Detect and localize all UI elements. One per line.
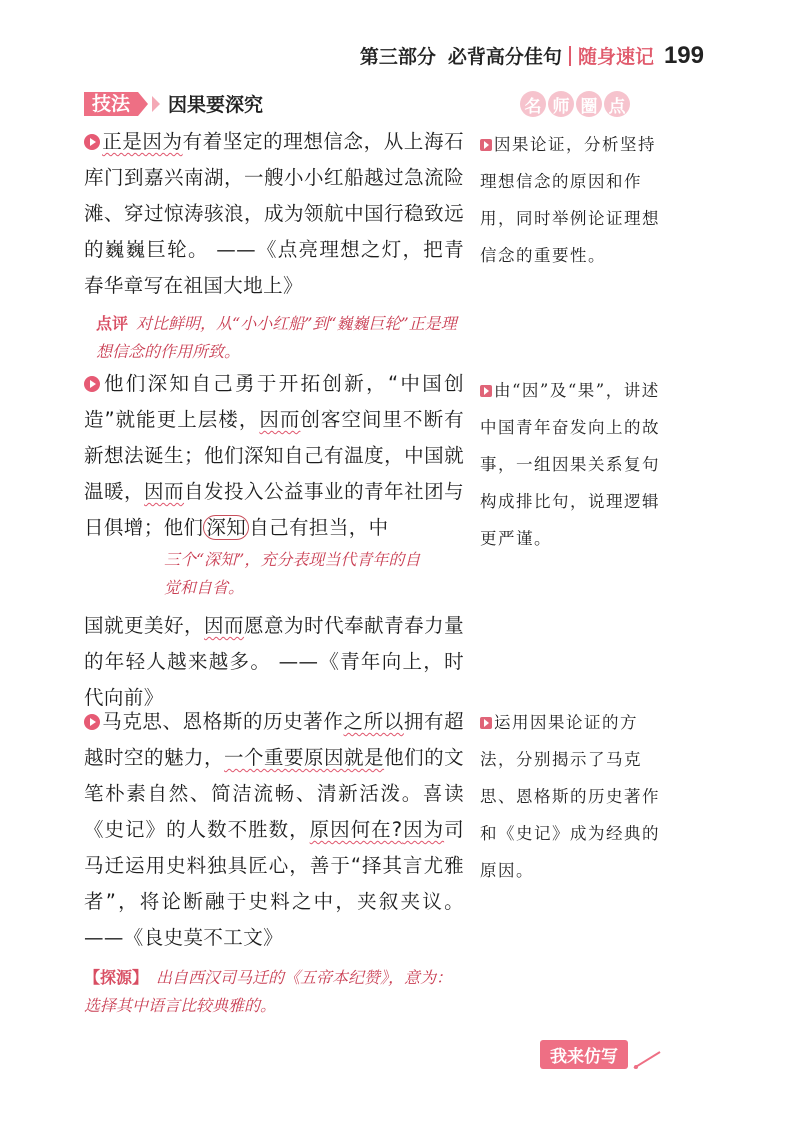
keyword: 因而 — [204, 614, 245, 637]
side-note-text — [480, 704, 668, 889]
header-tag: 随身速记 — [577, 46, 654, 68]
pencil-icon — [632, 1050, 662, 1070]
side-note-2 — [480, 372, 668, 557]
arrow-icon — [480, 385, 492, 397]
page-header — [360, 42, 704, 70]
side-note-1 — [480, 126, 668, 274]
keyword: 因而 — [144, 480, 185, 503]
text-span: 他们深知自己勇于开拓创新，“中国创造”就能更上层楼， — [84, 372, 464, 431]
side-note-content: 由“因”及“果”，讲述中国青年奋发向上的故事，一组因果关系复句构成排比句，说理逻辑更严谨。 — [480, 381, 660, 548]
circled-word: 深知 — [203, 515, 249, 540]
source-note — [84, 964, 464, 1020]
header-char: 名 — [520, 91, 546, 117]
passage-3 — [84, 704, 464, 1020]
side-note-3 — [480, 704, 668, 889]
play-bullet-icon — [84, 714, 100, 730]
keyword: 因为 — [402, 818, 445, 841]
text-span: 拥有超越时空的魅力， — [84, 710, 464, 769]
text-span: 有着坚定的理想信念，从上海石库门到嘉兴南湖，一艘小小红船越过急流险滩、穿过惊涛骇浪，成为领航中国行稳致远的巍巍巨轮。 ——《点亮理想之灯，把青春华章写在祖国大地上》 — [84, 130, 464, 297]
section-subtitle: 必背高分佳句 — [447, 46, 562, 68]
technique-badge: 技法 — [84, 92, 138, 116]
keyword: 一个重要原因就是 — [224, 746, 385, 769]
side-note-text — [480, 372, 668, 557]
passage-text — [84, 366, 464, 546]
keyword: 因而 — [259, 408, 301, 431]
part-label: 第三部分 — [359, 46, 436, 68]
passage-text — [84, 704, 464, 956]
section-heading — [84, 90, 263, 117]
source-label: 【探源】 — [84, 968, 149, 987]
comment-text: 对比鲜明，从“小小红船”到“巍巍巨轮”正是理想信念的作用所致。 — [96, 314, 457, 361]
header-char: 师 — [548, 91, 574, 117]
section-title: 因果要深究 — [168, 94, 264, 116]
keyword: 正是因为 — [102, 130, 183, 153]
text-span: 愿意为时代奉献青春力量的年轻人越来越多。 ——《青年向上，时代向前》 — [84, 614, 464, 709]
arrow-icon — [480, 139, 492, 151]
passage-text — [84, 124, 464, 304]
text-span: 国就更美好， — [84, 614, 205, 637]
passage-2 — [84, 366, 464, 716]
handwritten-note: 三个“深知”，充分表现当代青年的自觉和自省。 — [164, 550, 421, 597]
text-span: 他们的文笔朴素自然、简洁流畅、清新活泼。喜读《史记》的人数不胜数， — [84, 746, 464, 841]
source-text: 出自西汉司马迁的《五帝本纪赞》，意为：选择其中语言比较典雅的。 — [84, 968, 453, 1015]
side-note-text — [480, 126, 668, 274]
keyword: 原因何在? — [309, 818, 403, 841]
header-char: 圈 — [576, 91, 602, 117]
header-char: 点 — [604, 91, 630, 117]
header-divider — [569, 46, 571, 66]
text-span: 马克思、恩格斯的历史著作 — [102, 710, 344, 733]
practice-writing-button[interactable]: 我来仿写 — [540, 1040, 628, 1069]
comment-label: 点评 — [96, 314, 129, 333]
side-note-content: 因果论证，分析坚持理想信念的原因和作用，同时举例论证理想信念的重要性。 — [480, 135, 660, 265]
keyword: 之所以 — [343, 710, 404, 733]
play-bullet-icon — [84, 134, 100, 150]
play-bullet-icon — [84, 376, 100, 392]
arrow-icon — [480, 717, 492, 729]
side-note-content: 运用因果论证的方法，分别揭示了马克思、恩格斯的历史著作和《史记》成为经典的原因。 — [480, 713, 660, 880]
page-number: 199 — [663, 42, 704, 69]
text-span: 自发投入公益事业的青年社团与日俱增；他们 — [84, 480, 464, 539]
text-span: 创客空间里不断有新想法诞生；他们深知自己有温度，中国就温暖， — [84, 408, 464, 503]
text-span: 自己有担当，中 — [249, 516, 389, 539]
passage-1 — [84, 124, 464, 366]
text-span: 司马迁运用史料独具匠心，善于“择其言尤雅者”，将论断融于史料之中，夹叙夹议。 ——《良史莫不工文》 — [84, 818, 464, 949]
teacher-notes-header — [520, 91, 630, 117]
passage-text — [84, 608, 464, 716]
comment-note — [84, 310, 464, 366]
